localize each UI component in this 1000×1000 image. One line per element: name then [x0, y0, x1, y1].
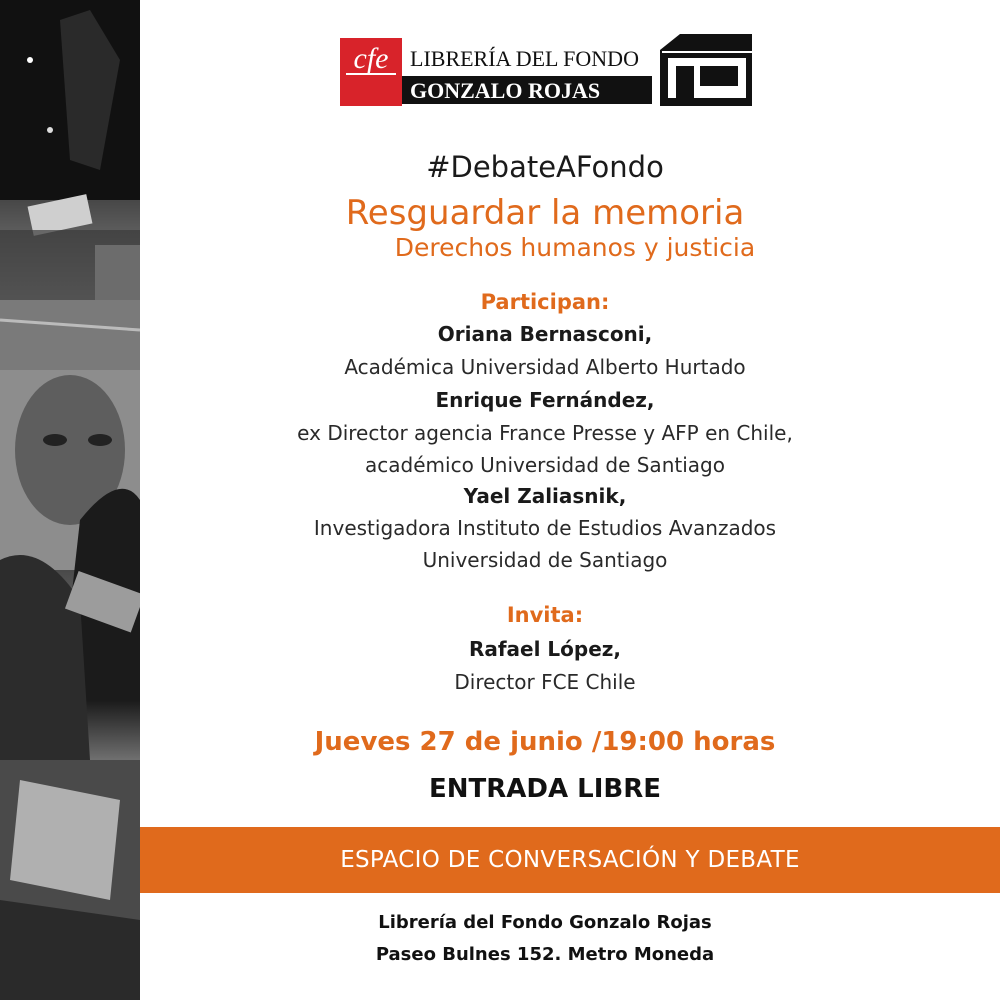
event-date: Jueves 27 de junio /19:00 horas [314, 727, 776, 757]
libreria-logo [340, 30, 760, 112]
protest-photo-strip [0, 0, 140, 1000]
participant-role: académico Universidad de Santiago [365, 453, 725, 477]
participant-role: ex Director agencia France Presse y AFP en Chile, [297, 421, 793, 445]
participant-role: Universidad de Santiago [422, 548, 668, 572]
banner-text: ESPACIO DE CONVERSACIÓN Y DEBATE [340, 847, 800, 873]
participant-role: Académica Universidad Alberto Hurtado [344, 355, 746, 379]
store-logo-icon [340, 30, 760, 112]
logo-mark: cfe [353, 42, 389, 75]
participants-label: Participan: [480, 290, 610, 314]
conversation-banner [140, 827, 1000, 893]
participant-name: Yael Zaliasnik, [463, 484, 627, 508]
address-line-1: Librería del Fondo Gonzalo Rojas [378, 912, 712, 933]
host-name: Rafael López, [468, 637, 622, 661]
participant-name: Oriana Bernasconi, [437, 322, 653, 346]
participant-role: Investigadora Instituto de Estudios Avanzados [313, 516, 777, 540]
logo-line-1: LIBRERÍA DEL FONDO [410, 46, 639, 71]
event-subtitle: Derechos humanos y justicia [394, 233, 756, 262]
participant-name: Enrique Fernández, [435, 388, 655, 412]
host-role: Director FCE Chile [454, 670, 636, 694]
poster-content [140, 0, 1000, 1000]
event-title: Resguardar la memoria [345, 193, 745, 233]
protest-photo-illustration [0, 0, 140, 1000]
logo-line-2: GONZALO ROJAS [410, 78, 601, 103]
storefront-icon [660, 34, 752, 106]
invita-label: Invita: [506, 603, 584, 627]
address-line-2: Paseo Bulnes 152. Metro Moneda [375, 944, 715, 965]
hashtag: #DebateAFondo [426, 150, 664, 184]
free-entry: ENTRADA LIBRE [429, 774, 661, 804]
